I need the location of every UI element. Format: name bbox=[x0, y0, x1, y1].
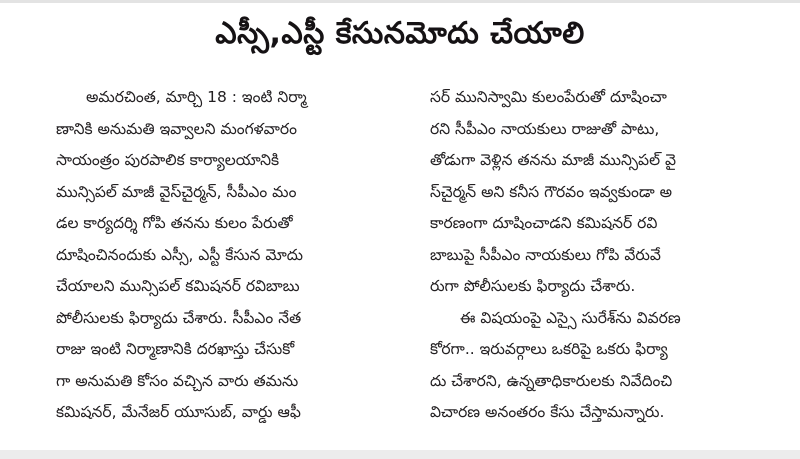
text-line: గా అనుమతి కోసం వచ్చిన వారు తమను bbox=[56, 371, 299, 390]
text-line: చేయాలని మున్సిపల్ కమిషనర్ రవిబాబు bbox=[56, 277, 300, 295]
text-line: అమరచింత, మార్చి 18 : ఇంటి నిర్మా bbox=[86, 88, 307, 106]
article-headline: ఎస్సీ,ఎస్టీ కేసునమోదు చేయాలి bbox=[215, 16, 585, 51]
text-line: దు చేశారని, ఉన్నతాధికారులకు నివేదించి bbox=[430, 371, 673, 390]
text-line: మున్సిపల్ మాజీ వైస్‌చైర్మన్, సీపీఎం మం bbox=[56, 182, 297, 201]
bottom-divider bbox=[0, 450, 800, 459]
text-line: డల కార్యదర్శి గోపి తనను కులం పేరుతో bbox=[56, 214, 293, 232]
text-line: బాబుపై సీపీఎం నాయకులు గోపి వేరువే bbox=[430, 245, 661, 264]
article-column-left bbox=[56, 82, 416, 429]
text-line: విచారణ అనంతరం కేసు చేస్తామన్నారు. bbox=[430, 403, 665, 421]
text-line: సాయంత్రం పురపాలిక కార్యాలయానికి bbox=[56, 151, 280, 169]
text-line: ణానికి అనుమతి ఇవ్వాలని మంగళవారం bbox=[56, 119, 297, 138]
text-line: రని సీపీఎం నాయకులు రాజుతో పాటు, bbox=[430, 119, 660, 138]
text-line: స్‌చైర్మన్ అని కనీస గౌరవం ఇవ్వకుండా అ bbox=[430, 182, 673, 201]
article-column-right bbox=[430, 82, 790, 429]
text-line: దూషించినందుకు ఎస్సీ, ఎస్టీ కేసున మోదు bbox=[56, 245, 304, 264]
text-line: రుగా పోలీసులకు ఫిర్యాదు చేశారు. bbox=[430, 277, 636, 295]
text-line: రాజు ఇంటి నిర్మాణానికి దరఖాస్తు చేసుకో bbox=[56, 340, 295, 358]
text-line: కోరగా.. ఇరువర్గాలు ఒకరిపై ఒకరు ఫిర్యా bbox=[430, 340, 668, 358]
text-line: తోడుగా వెళ్లిన తనను మాజీ మున్సిపల్ వై bbox=[430, 151, 677, 169]
text-line: పోలీసులకు ఫిర్యాదు చేశారు. సీపీఎం నేత bbox=[56, 308, 302, 327]
text-line: సర్ మునిస్వామి కులంపేరుతో దూషించా bbox=[430, 88, 667, 106]
text-line: కారణంగా దూషించాడని కమిషనర్ రవి bbox=[430, 214, 658, 232]
text-line: కమిషనర్, మేనేజర్ యూసుబ్, వార్డు ఆఫీ bbox=[56, 403, 301, 421]
text-line: ఈ విషయంపై ఎస్సై సురేశ్‌ను వివరణ bbox=[460, 308, 681, 327]
top-divider bbox=[0, 0, 800, 3]
